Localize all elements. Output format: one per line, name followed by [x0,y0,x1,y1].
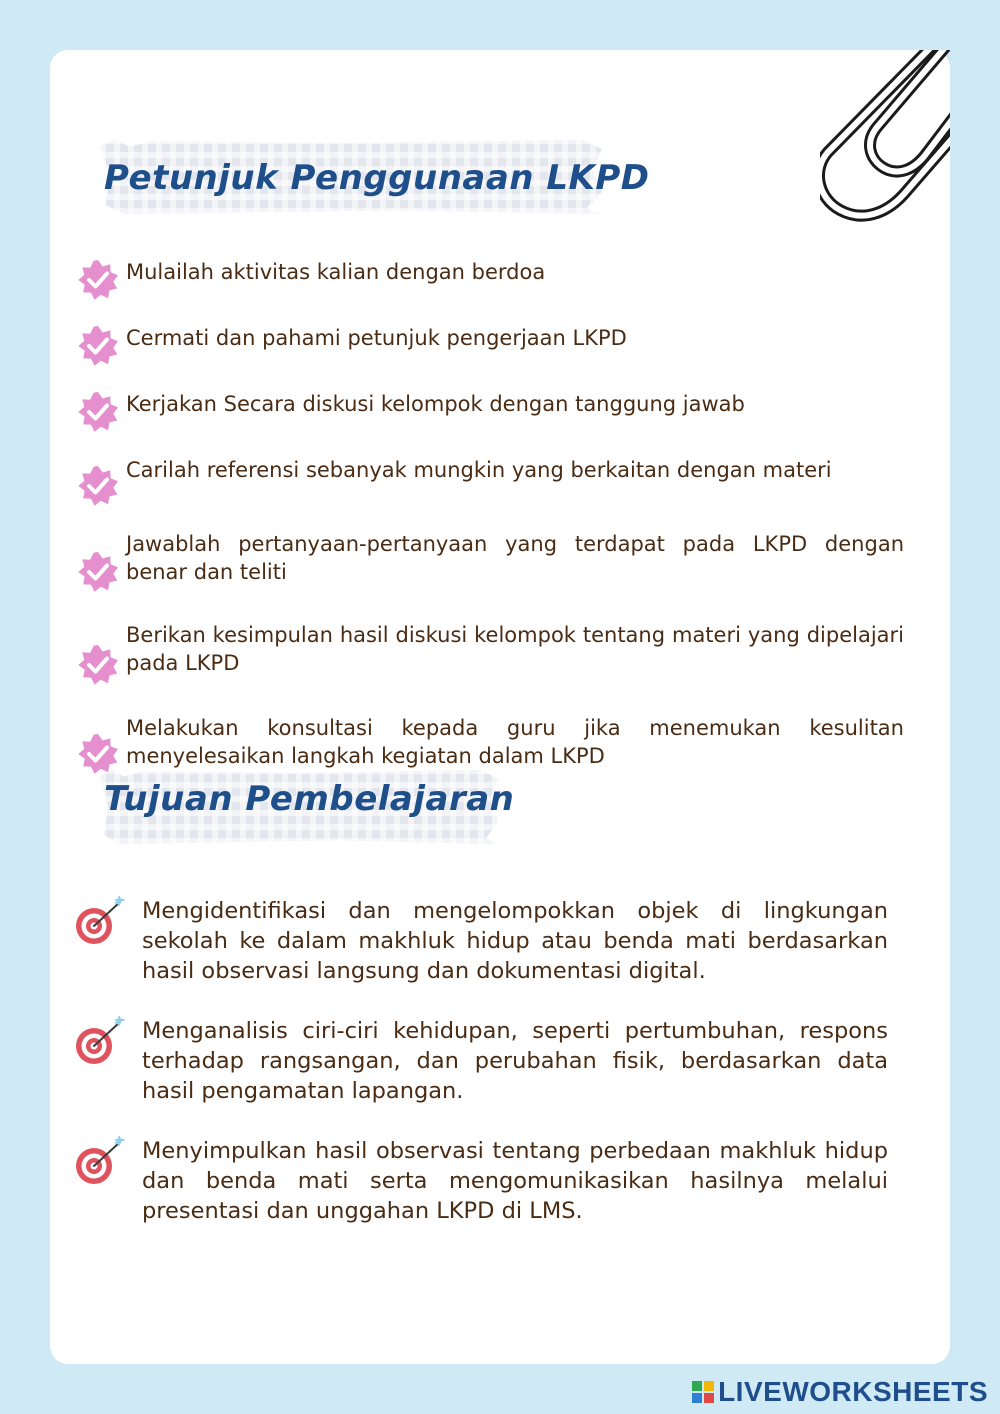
list-item-text: Menganalisis ciri-ciri kehidupan, seperti pertumbuhan, respons terhadap rangsangan, dan perubahan fisik, berdasarkan data hasil pengamatan lapangan. [142,1018,888,1104]
list-item [76,621,906,687]
list-item [76,530,906,594]
instructions-title: Petunjuk Penggunaan LKPD [104,158,650,198]
target-icon [72,1134,128,1190]
list-item [76,714,906,776]
list-item [76,324,906,368]
check-badge-icon [76,732,120,776]
check-badge-icon [76,550,120,594]
list-item-text: Carilah referensi sebanyak mungkin yang berkaitan dengan materi [126,458,832,482]
list-item-text: Mulailah aktivitas kalian dengan berdoa [126,260,546,284]
list-item [72,896,892,986]
target-icon [72,1014,128,1070]
list-item-text: Kerjakan Secara diskusi kelompok dengan tanggung jawab [126,392,745,416]
instructions-list [76,258,906,776]
list-item [72,1016,892,1106]
objectives-title: Tujuan Pembelajaran [104,779,515,819]
list-item-text: Menyimpulkan hasil observasi tentang perbedaan makhluk hidup dan benda mati serta mengomunikasikan hasilnya melalui presentasi dan unggahan LKPD di LMS. [142,1138,888,1224]
list-item-text: Melakukan konsultasi kepada guru jika menemukan kesulitan menyelesaikan langkah kegiatan dalam LKPD [126,716,904,768]
list-item [76,258,906,302]
check-badge-icon [76,324,120,368]
list-item-text: Berikan kesimpulan hasil diskusi kelompok tentang materi yang dipelajari pada LKPD [126,623,904,675]
objectives-list [72,896,892,1226]
list-item [76,390,906,434]
list-item [72,1136,892,1226]
target-icon [72,894,128,950]
check-badge-icon [76,643,120,687]
liveworksheets-logo-icon [692,1381,714,1403]
check-badge-icon [76,258,120,302]
paperclip-icon [820,50,950,230]
check-badge-icon [76,390,120,434]
list-item-text: Cermati dan pahami petunjuk pengerjaan LKPD [126,326,627,350]
footer [692,1376,988,1408]
list-item-text: Mengidentifikasi dan mengelompokkan objek di lingkungan sekolah ke dalam makhluk hidup atau benda mati berdasarkan hasil observasi langsung dan dokumentasi digital. [142,898,888,984]
list-item-text: Jawablah pertanyaan-pertanyaan yang terdapat pada LKPD dengan benar dan teliti [126,532,904,584]
list-item [76,456,906,508]
check-badge-icon [76,464,120,508]
brand-name: LIVEWORKSHEETS [718,1376,988,1407]
